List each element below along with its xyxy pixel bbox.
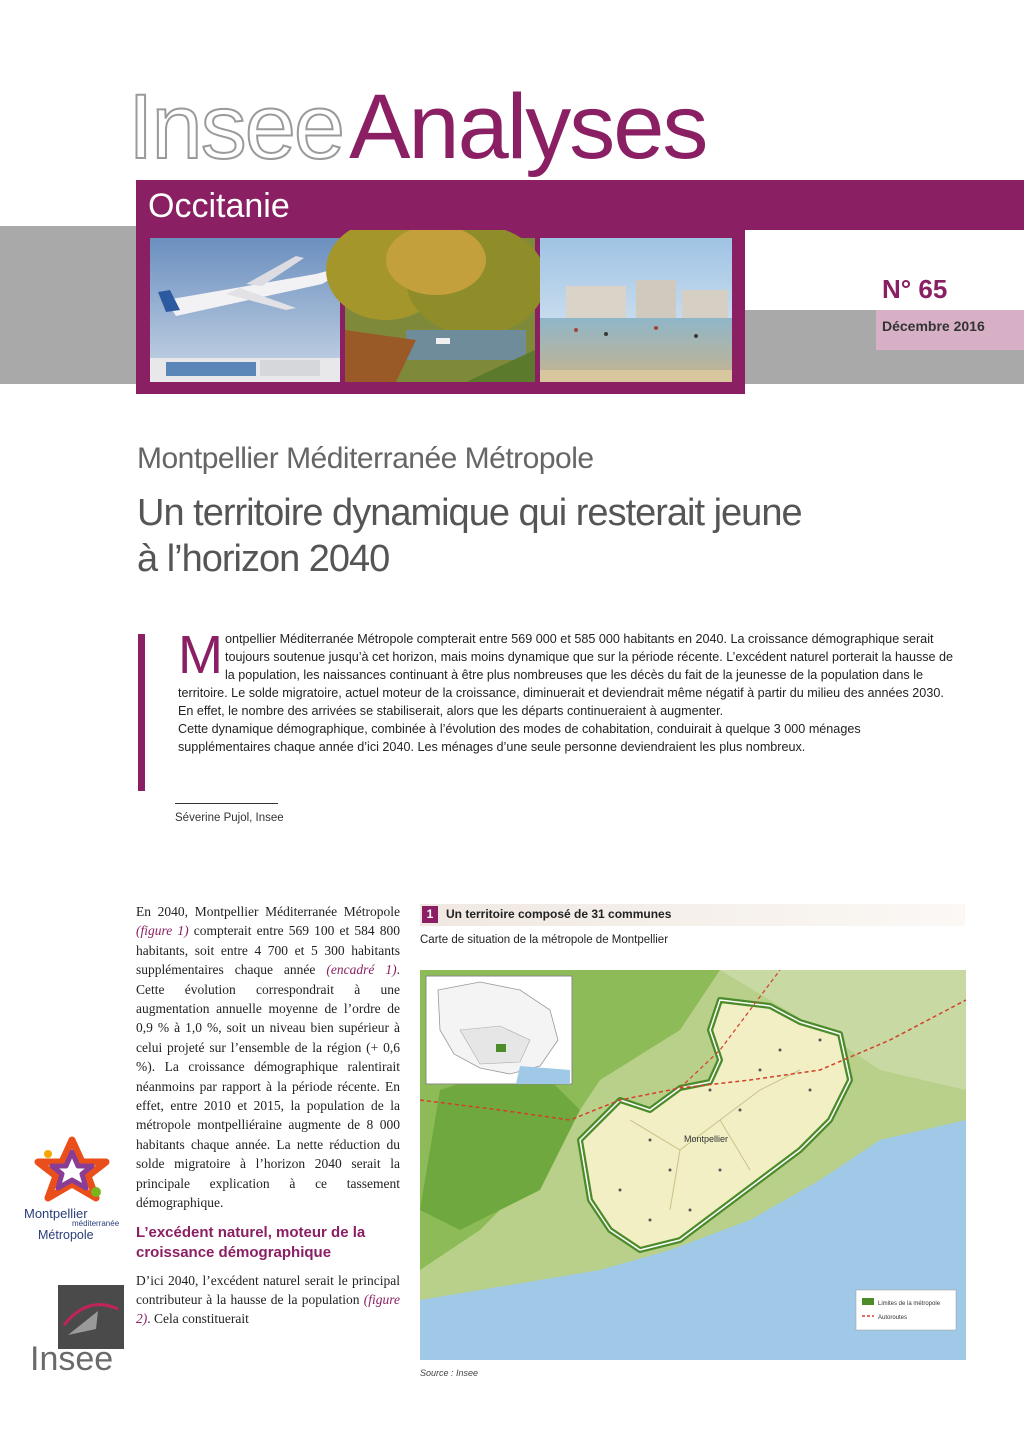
issue-date: Décembre 2016: [882, 318, 985, 334]
metropole-star-logo: [22, 1134, 122, 1206]
abstract-paragraph-2: Cette dynamique démographique, combinée à l’évolution des modes de cohabitation, conduirait à quelque 3 000 ménages supplémentaires chaque année d’ici 2040. Les ménages d’une seule personne deviendraient les plus nombreux.: [178, 722, 861, 754]
brand-analyses: Analyses: [349, 76, 707, 178]
article-abstract: [178, 625, 954, 756]
metropole-logo-text-3: Métropole: [38, 1228, 94, 1242]
region-label: Occitanie: [148, 187, 290, 225]
metropole-logo-text-2: méditerranée: [72, 1219, 120, 1228]
canal-photo: [326, 230, 546, 382]
insee-logo-word: Insee: [30, 1340, 114, 1378]
author-rule: [175, 803, 278, 804]
body-paragraph-2: [136, 1271, 400, 1329]
map-canvas: [420, 970, 966, 1360]
legend-label-highway: Autoroutes: [878, 1315, 908, 1321]
body-text: . Cela constituerait: [147, 1311, 249, 1327]
headline-line-1: Un territoire dynamique qui resterait jeune: [137, 492, 802, 534]
metropole-logo-text-1: Montpellier: [24, 1206, 88, 1221]
body-text: D’ici 2040, l’excédent naturel serait le principal contributeur à la hausse de la population: [136, 1272, 400, 1307]
figure-2-reference[interactable]: (figure 2): [136, 1291, 400, 1327]
issue-number: N° 65: [882, 274, 948, 304]
figure-number: 1: [422, 906, 438, 923]
airplane-photo: [150, 238, 340, 382]
photo-strip-images: [136, 230, 745, 394]
figure-1-reference[interactable]: (figure 1): [136, 923, 189, 939]
metropole-map: [420, 970, 966, 1360]
article-headline: [137, 490, 897, 582]
figure-subtitle: Carte de situation de la métropole de Montpellier: [420, 934, 669, 946]
beach-photo: [540, 238, 732, 382]
headline-line-2: à l’horizon 2040: [137, 538, 390, 580]
abstract-paragraph-1: ontpellier Méditerranée Métropole compterait entre 569 000 et 585 000 habitants en 2040. La croissance démographique serait toujours soutenue jusqu’à cet horizon, mais moins dynamique que sur la période récente. L’excédent naturel porterait la hausse de la population, les naissances continuant à être plus nombreuses que les décès du fait de la jeunesse de la population dans le territoire. Le solde migratoire, actuel moteur de la croissance, diminuerait et deviendrait même négatif à partir du milieu des années 2030. En effet, le nombre des arrivées se stabiliserait, alors que les départs continueraient à augmenter.: [178, 632, 954, 718]
section-heading: L’excédent naturel, moteur de la croissance démographique: [136, 1223, 366, 1261]
body-paragraph-1: [136, 902, 400, 1213]
masthead-grey-band: [0, 226, 136, 384]
box-1-reference[interactable]: (encadré 1): [326, 962, 397, 978]
publication-title: [128, 72, 706, 182]
brand-insee: Insee: [128, 76, 344, 178]
abstract-dropcap: M: [178, 625, 223, 685]
body-text: . Cette évolution correspondrait à une augmentation annuelle moyenne de l’ordre de 0,9 % à 1,0 %, soit un niveau bien supérieur à celui projeté sur l’ensemble de la région (+ 0,6 %). La croissance démographique ralentirait néanmoins par rapport à la période récente. En effet, entre 2010 et 2015, la population de la métropole montpelliéraine augmente de 8 000 habitants chaque année. La nette réduction du solde migratoire à l’horizon 2040 serait la principale explication à ce tassement démographique.: [136, 962, 400, 1211]
figure-source: Source : Insee: [420, 1368, 479, 1378]
author-byline: Séverine Pujol, Insee: [175, 812, 284, 824]
legend-label-boundary: Limites de la métropole: [878, 1301, 941, 1307]
map-label-montpellier: Montpellier: [684, 1134, 729, 1144]
article-kicker: Montpellier Méditerranée Métropole: [137, 442, 594, 475]
body-text: En 2040, Montpellier Méditerranée Métropole: [136, 904, 400, 919]
body-text: compterait entre 569 100 et 584 800 habitants, soit entre 4 700 et 5 300 habitants supplémentaires chaque année: [136, 923, 400, 978]
body-column: [136, 902, 400, 1329]
photo-strip: [136, 230, 745, 394]
figure-title: Un territoire composé de 31 communes: [446, 907, 672, 921]
abstract-accent-bar: [138, 634, 145, 791]
